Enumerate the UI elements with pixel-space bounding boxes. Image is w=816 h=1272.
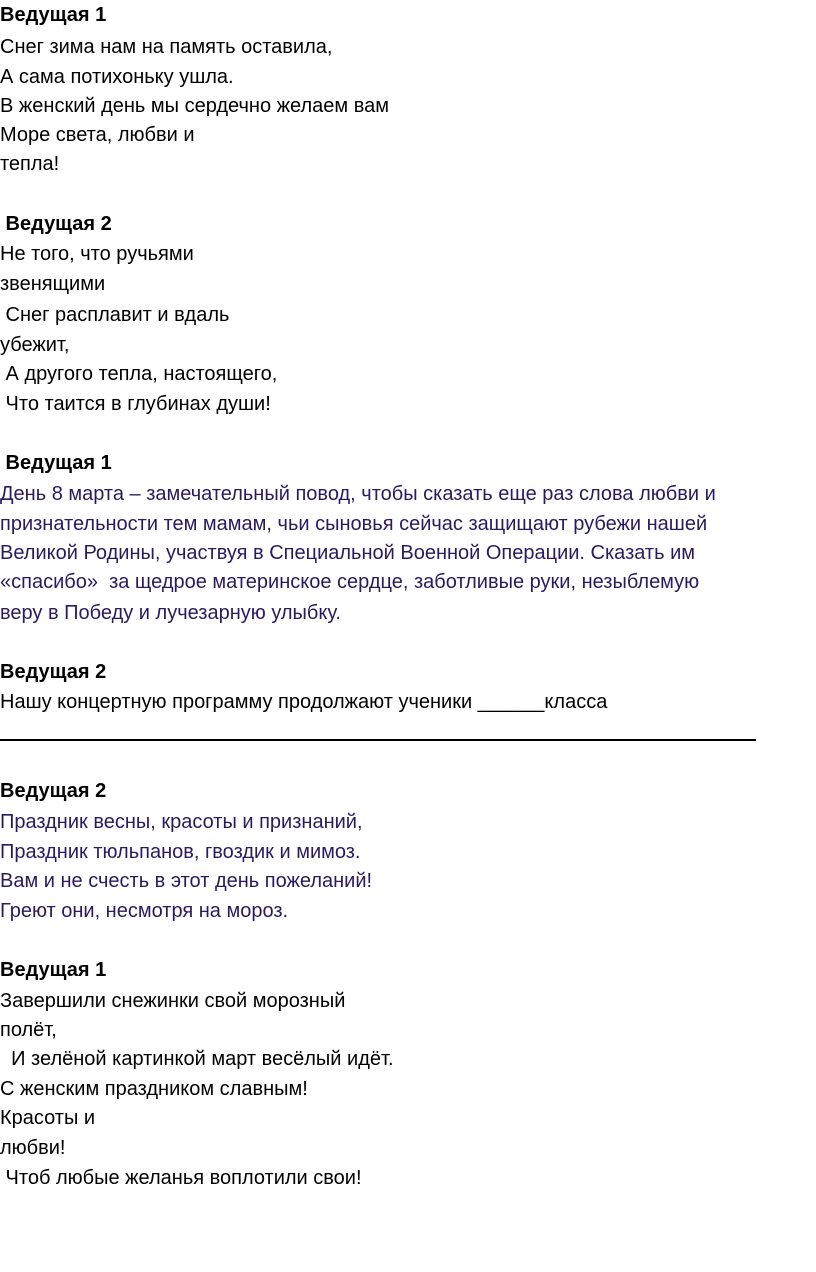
text-line: Не того, что ручьями [0,243,194,265]
text-line: И зелёной картинкой март весёлый идёт. [0,1048,394,1070]
text-line: Великой Родины, участвуя в Специальной Военной Операции. Сказать им [0,542,695,564]
text-line: признательности тем мамам, чьи сыновья сейчас защищают рубежи нашей [0,513,708,535]
speaker-label: Ведущая 2 [0,213,112,235]
text-line: убежит, [0,334,70,356]
speaker-label: Ведущая 1 [0,959,107,981]
text-line: Красоты и [0,1107,96,1129]
text-line: Нашу концертную программу продолжают ученики ______класса [0,691,608,713]
speaker-label: Ведущая 1 [0,452,112,474]
text-line: веру в Победу и лучезарную улыбку. [0,602,341,624]
text-line: Завершили снежинки свой морозный [0,990,346,1012]
text-line: тепла! [0,153,60,175]
text-line: День 8 марта – замечательный повод, чтобы сказать еще раз слова любви и [0,483,716,505]
speaker-label: Ведущая 1 [0,4,107,26]
text-line: Море света, любви и [0,124,195,146]
text-line: А другого тепла, настоящего, [0,363,278,385]
text-line: Снег зима нам на память оставила, [0,36,333,58]
text-line: Что таится в глубинах души! [0,393,271,415]
text-line: Снег расплавит и вдаль [0,304,230,326]
text-line: Праздник тюльпанов, гвоздик и мимоз. [0,841,361,863]
text-line: полёт, [0,1019,57,1041]
text-line: Чтоб любые желанья воплотили свои! [0,1167,362,1189]
speaker-label: Ведущая 2 [0,780,107,802]
text-line: «спасибо» за щедрое материнское сердце, заботливые руки, незыблемую [0,571,700,593]
text-line: В женский день мы сердечно желаем вам [0,95,389,117]
text-line: звенящими [0,273,106,295]
text-line: А сама потихоньку ушла. [0,66,234,88]
text-line: любви! [0,1137,66,1159]
text-line: С женским праздником славным! [0,1078,308,1100]
speaker-label: Ведущая 2 [0,661,107,683]
divider-line [0,739,756,741]
text-line: Вам и не счесть в этот день пожеланий! [0,870,373,892]
text-line: Праздник весны, красоты и признаний, [0,811,363,833]
text-line: Греют они, несмотря на мороз. [0,900,289,922]
